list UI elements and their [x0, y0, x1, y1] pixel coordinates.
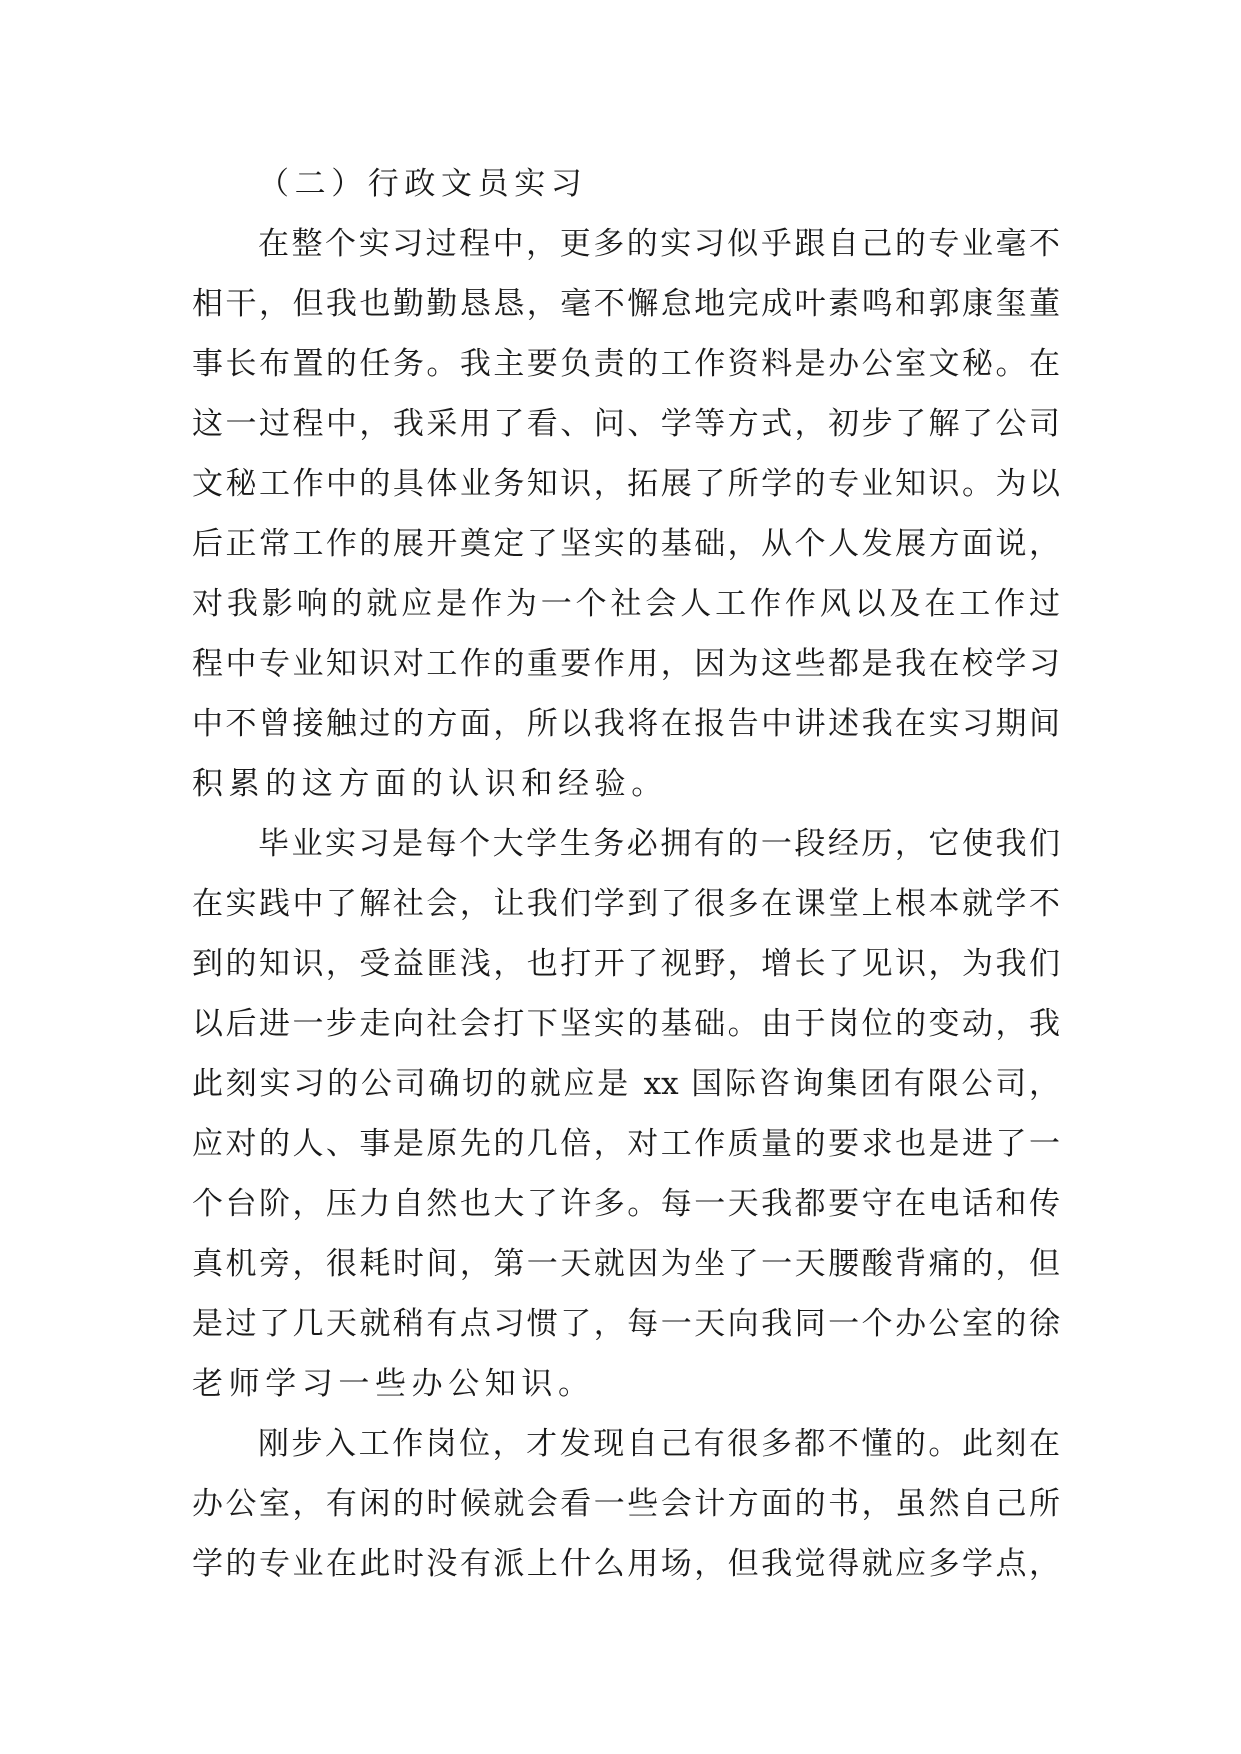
paragraph-line: 后正常工作的展开奠定了坚实的基础，从个人发展方面说， — [192, 526, 1060, 562]
paragraph-line: 老师学习一些办公知识。 — [192, 1366, 595, 1402]
paragraph-line: 到的知识，受益匪浅，也打开了视野，增长了见识，为我们 — [192, 946, 1060, 982]
paragraph-line: 事长布置的任务。我主要负责的工作资料是办公室文秘。在 — [192, 346, 1060, 382]
paragraph-line: 在实践中了解社会，让我们学到了很多在课堂上根本就学不 — [192, 886, 1060, 922]
paragraph-line: 相干，但我也勤勤恳恳，毫不懈怠地完成叶素鸣和郭康玺董 — [192, 286, 1060, 322]
paragraph-line: 学的专业在此时没有派上什么用场，但我觉得就应多学点， — [192, 1546, 1060, 1582]
paragraph-line: 在整个实习过程中，更多的实习似乎跟自己的专业毫不 — [258, 226, 1060, 262]
paragraph-line: 这一过程中，我采用了看、问、学等方式，初步了解了公司 — [192, 406, 1060, 442]
paragraph-line: 是过了几天就稍有点习惯了，每一天向我同一个办公室的徐 — [192, 1306, 1060, 1342]
paragraph-line: 程中专业知识对工作的重要作用，因为这些都是我在校学习 — [192, 646, 1060, 682]
paragraph-line: 应对的人、事是原先的几倍，对工作质量的要求也是进了一 — [192, 1126, 1060, 1162]
paragraph-line: 个台阶，压力自然也大了许多。每一天我都要守在电话和传 — [192, 1186, 1060, 1222]
paragraph-line: 以后进一步走向社会打下坚实的基础。由于岗位的变动，我 — [192, 1006, 1060, 1042]
paragraph-line: 办公室，有闲的时候就会看一些会计方面的书，虽然自己所 — [192, 1486, 1060, 1522]
section-heading: （二）行政文员实习 — [258, 166, 588, 202]
paragraph-line: 对我影响的就应是作为一个社会人工作作风以及在工作过 — [192, 586, 1060, 622]
paragraph-line: 真机旁，很耗时间，第一天就因为坐了一天腰酸背痛的，但 — [192, 1246, 1060, 1282]
document-body — [192, 154, 1060, 1594]
paragraph-line: 积累的这方面的认识和经验。 — [192, 766, 668, 802]
paragraph-line: 毕业实习是每个大学生务必拥有的一段经历，它使我们 — [258, 826, 1060, 862]
paragraph-line: 中不曾接触过的方面，所以我将在报告中讲述我在实习期间 — [192, 706, 1060, 742]
paragraph-line: 文秘工作中的具体业务知识，拓展了所学的专业知识。为以 — [192, 466, 1060, 502]
paragraph-line: 此刻实习的公司确切的就应是 xx 国际咨询集团有限公司， — [192, 1066, 1060, 1102]
paragraph-line: 刚步入工作岗位，才发现自己有很多都不懂的。此刻在 — [258, 1426, 1060, 1462]
